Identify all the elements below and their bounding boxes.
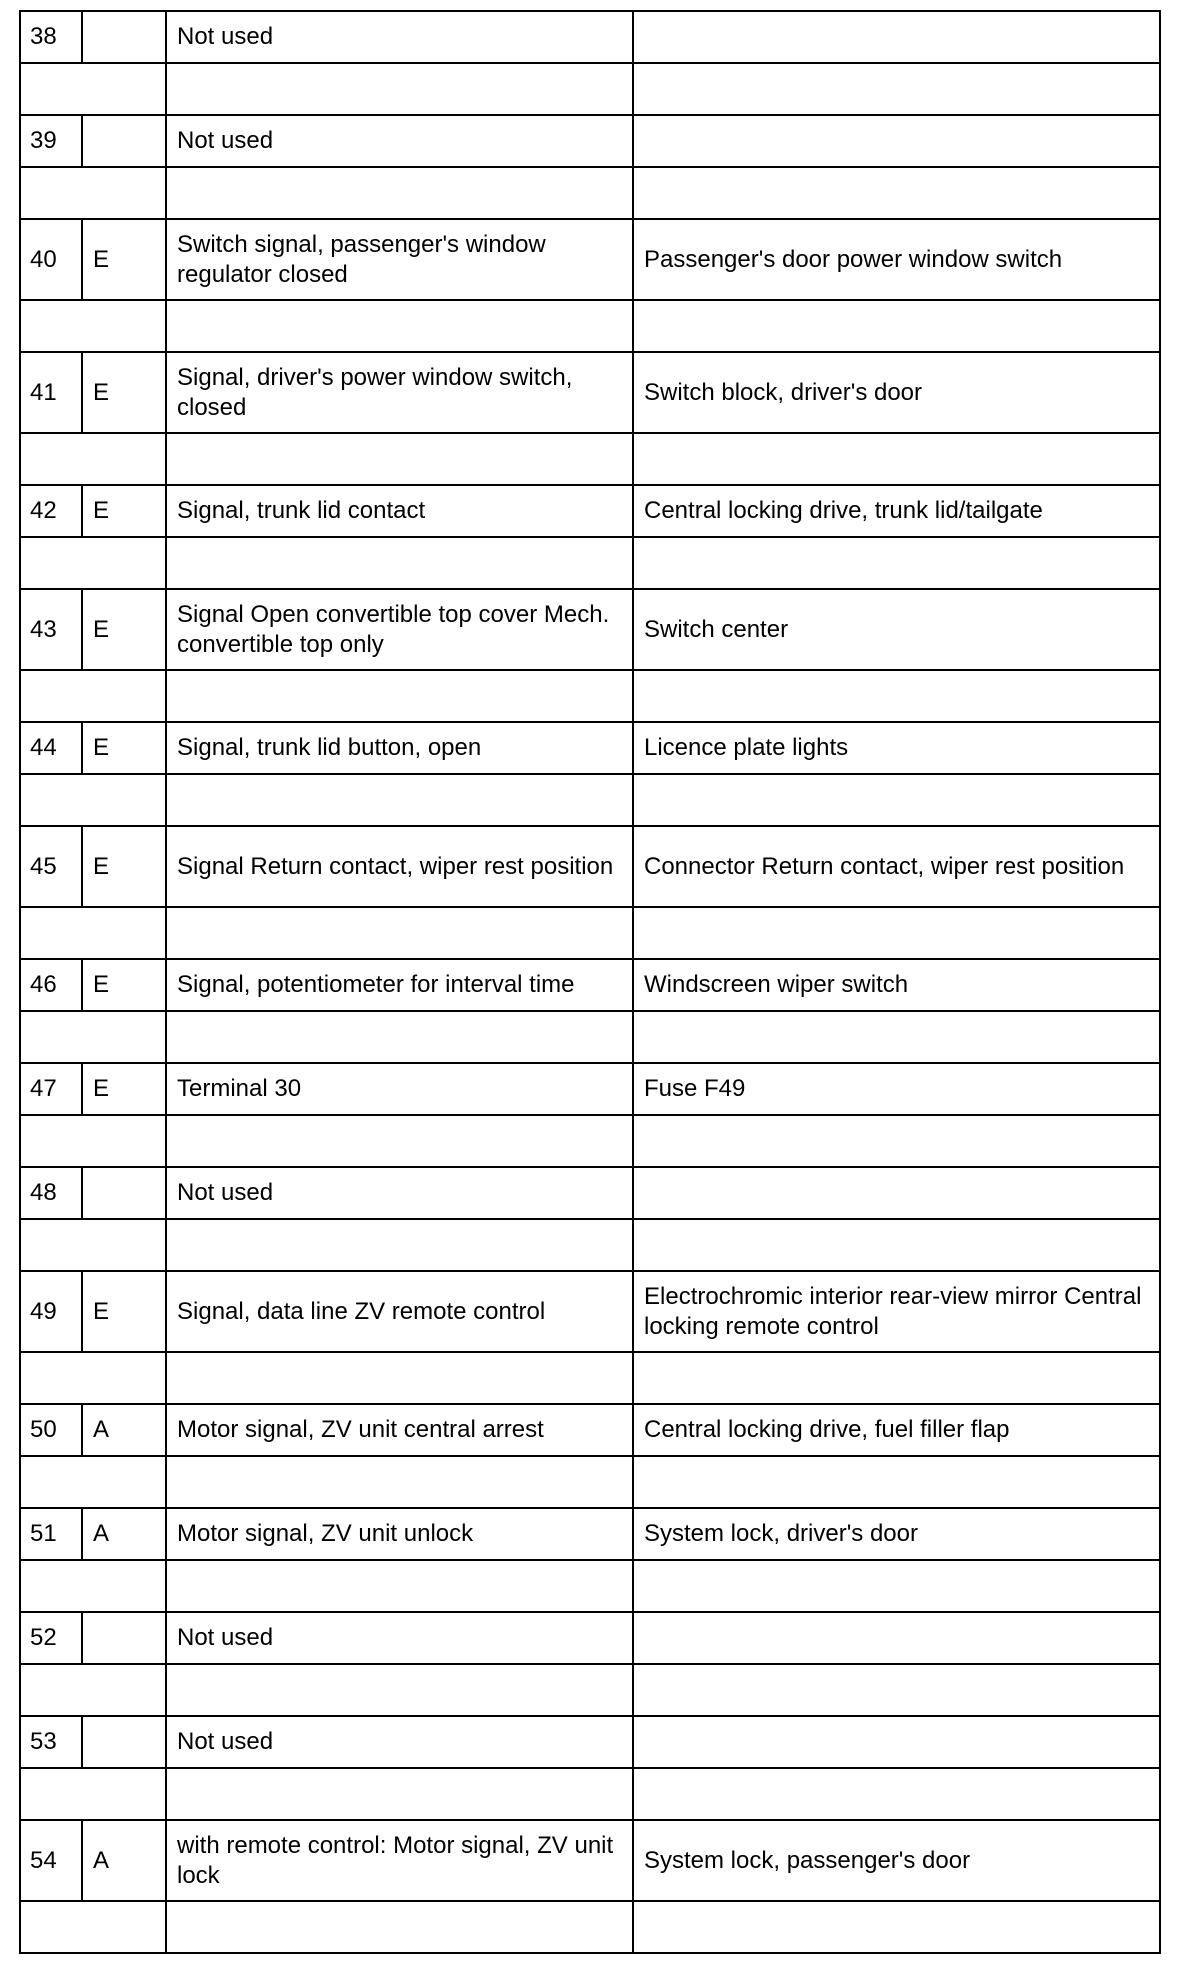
- spacer-cell: [633, 1011, 1160, 1063]
- connected-component: [633, 1716, 1160, 1768]
- table-row: [20, 589, 1160, 670]
- pin-number: 48: [20, 1167, 82, 1219]
- spacer-cell: [633, 907, 1160, 959]
- table-row: [20, 1716, 1160, 1768]
- table-row: [20, 1271, 1160, 1352]
- connected-component: Switch center: [633, 589, 1160, 670]
- spacer-row: [20, 1456, 1160, 1508]
- signal-direction: [82, 11, 166, 63]
- connected-component: [633, 1167, 1160, 1219]
- pin-number: 49: [20, 1271, 82, 1352]
- signal-direction: A: [82, 1508, 166, 1560]
- connected-component: Switch block, driver's door: [633, 352, 1160, 433]
- signal-description: Signal, trunk lid contact: [166, 485, 633, 537]
- spacer-cell: [20, 1011, 166, 1063]
- signal-description: Signal, potentiometer for interval time: [166, 959, 633, 1011]
- spacer-cell: [166, 1768, 633, 1820]
- spacer-cell: [633, 433, 1160, 485]
- spacer-cell: [633, 1219, 1160, 1271]
- signal-description: Not used: [166, 1167, 633, 1219]
- spacer-cell: [20, 167, 166, 219]
- table-row: [20, 1612, 1160, 1664]
- spacer-cell: [166, 167, 633, 219]
- spacer-cell: [633, 167, 1160, 219]
- pin-number: 39: [20, 115, 82, 167]
- connected-component: Electrochromic interior rear-view mirror Central locking remote control: [633, 1271, 1160, 1352]
- signal-direction: A: [82, 1820, 166, 1901]
- spacer-cell: [20, 537, 166, 589]
- spacer-row: [20, 774, 1160, 826]
- signal-description: Not used: [166, 1612, 633, 1664]
- connected-component: Passenger's door power window switch: [633, 219, 1160, 300]
- spacer-cell: [20, 1219, 166, 1271]
- spacer-cell: [166, 537, 633, 589]
- connected-component: [633, 115, 1160, 167]
- spacer-cell: [166, 63, 633, 115]
- spacer-row: [20, 300, 1160, 352]
- pin-number: 53: [20, 1716, 82, 1768]
- table-row: [20, 115, 1160, 167]
- signal-description: Not used: [166, 11, 633, 63]
- pin-table-body: [20, 11, 1160, 1953]
- spacer-cell: [633, 1664, 1160, 1716]
- table-row: [20, 722, 1160, 774]
- signal-direction: [82, 115, 166, 167]
- signal-direction: [82, 1167, 166, 1219]
- connected-component: Fuse F49: [633, 1063, 1160, 1115]
- spacer-cell: [633, 1115, 1160, 1167]
- pin-number: 46: [20, 959, 82, 1011]
- spacer-cell: [633, 1352, 1160, 1404]
- pin-assignment-table: [19, 10, 1161, 1954]
- spacer-cell: [20, 1115, 166, 1167]
- spacer-cell: [20, 907, 166, 959]
- signal-direction: E: [82, 1063, 166, 1115]
- spacer-row: [20, 1219, 1160, 1271]
- table-row: [20, 1508, 1160, 1560]
- spacer-row: [20, 1352, 1160, 1404]
- connected-component: [633, 1612, 1160, 1664]
- signal-direction: [82, 1612, 166, 1664]
- spacer-cell: [20, 1768, 166, 1820]
- spacer-cell: [166, 907, 633, 959]
- spacer-cell: [166, 300, 633, 352]
- pin-number: 52: [20, 1612, 82, 1664]
- table-row: [20, 485, 1160, 537]
- pin-number: 51: [20, 1508, 82, 1560]
- signal-direction: E: [82, 352, 166, 433]
- spacer-cell: [166, 1560, 633, 1612]
- spacer-cell: [633, 1560, 1160, 1612]
- table-row: [20, 1820, 1160, 1901]
- spacer-cell: [166, 1456, 633, 1508]
- spacer-cell: [633, 774, 1160, 826]
- signal-direction: E: [82, 959, 166, 1011]
- spacer-cell: [166, 1901, 633, 1953]
- spacer-cell: [633, 1768, 1160, 1820]
- pin-number: 40: [20, 219, 82, 300]
- spacer-cell: [633, 1456, 1160, 1508]
- table-row: [20, 959, 1160, 1011]
- spacer-row: [20, 63, 1160, 115]
- spacer-row: [20, 167, 1160, 219]
- signal-description: Not used: [166, 115, 633, 167]
- table-row: [20, 219, 1160, 300]
- pin-number: 54: [20, 1820, 82, 1901]
- signal-description: Signal Open convertible top cover Mech. convertible top only: [166, 589, 633, 670]
- table-row: [20, 11, 1160, 63]
- signal-description: Signal, data line ZV remote control: [166, 1271, 633, 1352]
- table-row: [20, 1404, 1160, 1456]
- spacer-row: [20, 1560, 1160, 1612]
- spacer-cell: [20, 1456, 166, 1508]
- spacer-cell: [20, 433, 166, 485]
- spacer-cell: [20, 300, 166, 352]
- connected-component: Windscreen wiper switch: [633, 959, 1160, 1011]
- connected-component: System lock, driver's door: [633, 1508, 1160, 1560]
- connected-component: Licence plate lights: [633, 722, 1160, 774]
- connected-component: Central locking drive, fuel filler flap: [633, 1404, 1160, 1456]
- spacer-cell: [633, 670, 1160, 722]
- spacer-cell: [20, 1901, 166, 1953]
- pin-number: 42: [20, 485, 82, 537]
- spacer-cell: [166, 1352, 633, 1404]
- signal-direction: E: [82, 826, 166, 907]
- connected-component: Central locking drive, trunk lid/tailgate: [633, 485, 1160, 537]
- spacer-cell: [166, 774, 633, 826]
- signal-description: Not used: [166, 1716, 633, 1768]
- signal-direction: E: [82, 589, 166, 670]
- spacer-cell: [166, 1664, 633, 1716]
- connected-component: [633, 11, 1160, 63]
- spacer-cell: [166, 433, 633, 485]
- signal-description: Switch signal, passenger's window regulator closed: [166, 219, 633, 300]
- spacer-cell: [633, 537, 1160, 589]
- pin-number: 41: [20, 352, 82, 433]
- spacer-row: [20, 1664, 1160, 1716]
- spacer-cell: [633, 300, 1160, 352]
- spacer-cell: [20, 670, 166, 722]
- signal-description: Motor signal, ZV unit central arrest: [166, 1404, 633, 1456]
- spacer-cell: [166, 1219, 633, 1271]
- spacer-cell: [166, 1011, 633, 1063]
- spacer-row: [20, 433, 1160, 485]
- signal-direction: E: [82, 722, 166, 774]
- signal-description: Terminal 30: [166, 1063, 633, 1115]
- spacer-row: [20, 907, 1160, 959]
- table-row: [20, 826, 1160, 907]
- table-row: [20, 1167, 1160, 1219]
- spacer-row: [20, 1901, 1160, 1953]
- table-row: [20, 352, 1160, 433]
- signal-direction: E: [82, 1271, 166, 1352]
- pin-number: 44: [20, 722, 82, 774]
- pin-number: 43: [20, 589, 82, 670]
- spacer-row: [20, 1011, 1160, 1063]
- pin-number: 50: [20, 1404, 82, 1456]
- pin-number: 45: [20, 826, 82, 907]
- spacer-cell: [20, 774, 166, 826]
- spacer-cell: [633, 1901, 1160, 1953]
- signal-direction: E: [82, 219, 166, 300]
- spacer-row: [20, 670, 1160, 722]
- spacer-row: [20, 1768, 1160, 1820]
- spacer-row: [20, 1115, 1160, 1167]
- pin-number: 38: [20, 11, 82, 63]
- spacer-cell: [20, 1352, 166, 1404]
- spacer-cell: [20, 1560, 166, 1612]
- spacer-cell: [633, 63, 1160, 115]
- spacer-cell: [20, 1664, 166, 1716]
- signal-direction: A: [82, 1404, 166, 1456]
- signal-direction: E: [82, 485, 166, 537]
- connected-component: System lock, passenger's door: [633, 1820, 1160, 1901]
- spacer-cell: [166, 1115, 633, 1167]
- spacer-cell: [166, 670, 633, 722]
- signal-description: with remote control: Motor signal, ZV unit lock: [166, 1820, 633, 1901]
- signal-description: Motor signal, ZV unit unlock: [166, 1508, 633, 1560]
- spacer-cell: [20, 63, 166, 115]
- table-row: [20, 1063, 1160, 1115]
- signal-direction: [82, 1716, 166, 1768]
- signal-description: Signal, driver's power window switch, closed: [166, 352, 633, 433]
- signal-description: Signal, trunk lid button, open: [166, 722, 633, 774]
- connected-component: Connector Return contact, wiper rest position: [633, 826, 1160, 907]
- signal-description: Signal Return contact, wiper rest position: [166, 826, 633, 907]
- pin-number: 47: [20, 1063, 82, 1115]
- spacer-row: [20, 537, 1160, 589]
